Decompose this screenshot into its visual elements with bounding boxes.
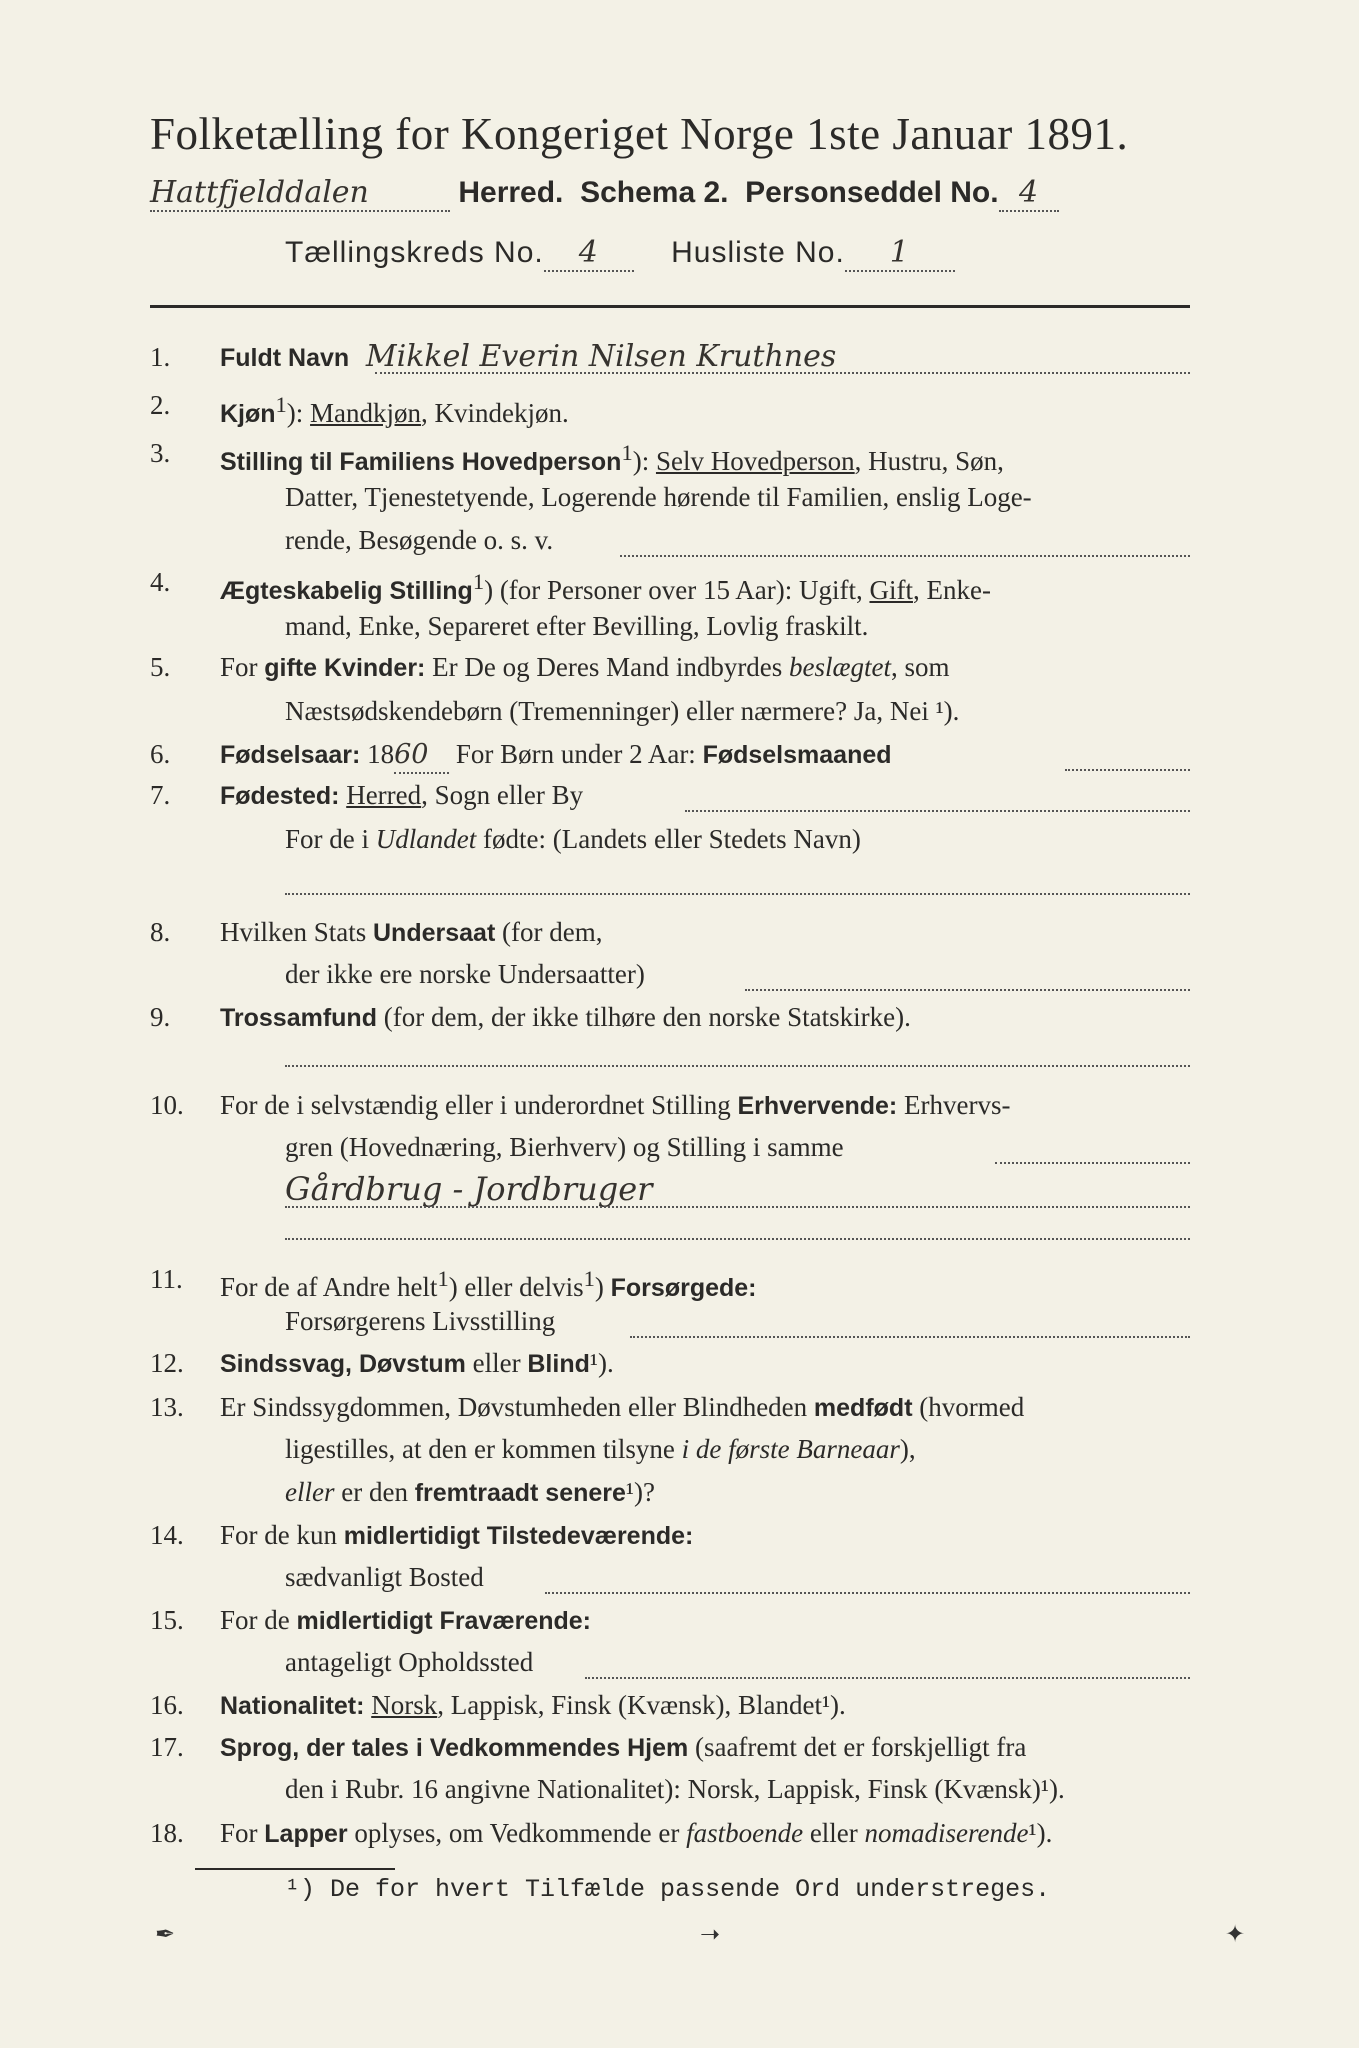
item-label: Kjøn: [220, 400, 276, 428]
item-label: Erhvervende:: [737, 1092, 898, 1120]
item-text: er den: [334, 1477, 415, 1507]
item-number: 12.: [150, 1348, 184, 1378]
item-text: ): [594, 1272, 611, 1302]
item-number: 7.: [150, 780, 171, 810]
item-number: 10.: [150, 1090, 184, 1120]
item-label: Ægteskabelig Stilling: [220, 577, 473, 605]
item-label: midlertidigt Fraværende:: [296, 1607, 591, 1635]
item-text: ),: [899, 1434, 916, 1464]
item-number: 3.: [150, 438, 171, 468]
footnote-ref: 1: [275, 392, 287, 417]
item-text: (for dem,: [495, 917, 603, 947]
herred-handwritten: Hattfjelddalen: [150, 175, 450, 212]
item-text: ):: [286, 398, 311, 428]
item-text: fastboende: [686, 1818, 804, 1848]
selected-option: Norsk: [371, 1690, 438, 1720]
item-number: 16.: [150, 1690, 184, 1720]
item-label: Fuldt Navn: [220, 344, 350, 372]
item-text: , Sogn eller By: [421, 780, 584, 810]
item-label: Fødselsmaaned: [702, 741, 892, 769]
footnote-rule: [195, 1868, 395, 1870]
item-label: Lapper: [264, 1820, 348, 1848]
item-text: ¹).: [1028, 1818, 1053, 1848]
item-label: Nationalitet:: [220, 1692, 365, 1720]
item-number: 13.: [150, 1392, 184, 1422]
item-number: 1.: [150, 342, 171, 372]
item-number: 2.: [150, 390, 171, 420]
item-number: 15.: [150, 1605, 184, 1635]
footnote-ref: 1: [621, 440, 633, 465]
item-text: ) eller delvis: [448, 1272, 584, 1302]
personseddel-label: Personseddel No.: [745, 176, 999, 209]
item-label: Blind: [527, 1350, 590, 1378]
item-text: For de af Andre helt: [220, 1272, 438, 1302]
footnote-ref: 1: [583, 1266, 595, 1291]
item-text: For de kun: [220, 1520, 344, 1550]
item-text: Hvilken Stats: [220, 917, 373, 947]
item-label: Stilling til Familiens Hovedperson: [220, 448, 622, 476]
item-text: eller: [803, 1818, 865, 1848]
husliste-label: Husliste No.: [671, 236, 845, 269]
blank-line: [285, 1065, 1190, 1067]
item-text: rende, Besøgende o. s. v.: [285, 525, 554, 555]
item-text: (hvormed: [912, 1392, 1025, 1422]
page-mark-right: ✦: [1225, 1922, 1246, 1948]
item-text: For de: [220, 1605, 297, 1635]
item-number: 18.: [150, 1818, 184, 1848]
item-label: Fødselsaar:: [220, 741, 361, 769]
item-text: antageligt Opholdssted: [285, 1647, 534, 1677]
item-label: midlertidigt Tilstedeværende:: [343, 1522, 694, 1550]
item-number: 11.: [150, 1264, 183, 1294]
footnote-ref: 1: [437, 1266, 449, 1291]
item-text: , Kvindekjøn.: [421, 398, 569, 428]
item-text: , Hustru, Søn,: [854, 446, 1004, 476]
herred-label: Herred.: [458, 176, 564, 209]
taellingskreds-line: [285, 235, 955, 272]
item-text: eller: [465, 1348, 528, 1378]
item-number: 8.: [150, 917, 171, 947]
schema-label: Schema 2.: [580, 176, 729, 209]
item-label: medfødt: [813, 1394, 913, 1422]
item-text: ):: [632, 446, 656, 476]
item-label: Trossamfund: [220, 1004, 377, 1032]
footnote-ref: 1: [472, 569, 485, 594]
taellingskreds-label: Tællingskreds No.: [285, 236, 544, 269]
item-text: i de første Barneaar: [681, 1434, 900, 1464]
item-text: For: [220, 1818, 265, 1848]
herred-line: [150, 175, 1059, 212]
item-text: Forsørgerens Livsstilling: [285, 1306, 556, 1336]
page-mark-center: ➝: [700, 1922, 721, 1948]
item-text: oplyses, om Vedkommende er: [347, 1818, 687, 1848]
item-text: Næstsødskendebørn (Tremenninger) eller nærmere? Ja, Nei ¹).: [285, 696, 960, 726]
item-text: 18: [360, 739, 395, 769]
item-label: Undersaat: [373, 919, 496, 947]
item-text: For: [220, 652, 265, 682]
item-text: eller: [285, 1477, 335, 1507]
item-text: ligestilles, at den er kommen tilsyne: [285, 1434, 682, 1464]
item-text: (saafremt det er forskjelligt fra: [688, 1732, 1027, 1762]
item-label: Forsørgede:: [610, 1274, 757, 1302]
item-number: 5.: [150, 652, 171, 682]
item-text: Er De og Deres Mand indbyrdes: [425, 652, 790, 682]
item-text: For de i selvstændig eller i underordnet Stilling: [220, 1090, 738, 1120]
item-text: mand, Enke, Separeret efter Bevilling, Lovlig fraskilt.: [285, 611, 869, 641]
item-text: der ikke ere norske Undersaatter): [285, 959, 645, 989]
selected-option: Gift: [869, 575, 913, 605]
blank-line: [285, 1238, 1190, 1240]
personseddel-number: 4: [999, 175, 1059, 212]
item-text: ) (for Personer over 15 Aar): Ugift,: [484, 575, 870, 605]
item-text: fødte: (Landets eller Stedets Navn): [476, 824, 861, 854]
item-number: 6.: [150, 739, 171, 769]
item-text: For Børn under 2 Aar:: [449, 739, 703, 769]
selected-option: Herred: [346, 780, 422, 810]
item-text: ¹)?: [625, 1477, 655, 1507]
item-text: gren (Hovednæring, Bierhverv) og Stilling i samme: [285, 1132, 844, 1162]
item-text: (for dem, der ikke tilhøre den norske Statskirke).: [376, 1002, 911, 1032]
occupation-handwritten: Gårdbrug - Jordbruger: [285, 1170, 653, 1208]
page-mark-left: ✒: [155, 1922, 176, 1948]
item-text: Udlandet: [375, 824, 477, 854]
header-rule: [150, 305, 1190, 308]
birth-year-handwritten: 60: [394, 738, 449, 774]
blank-line: [285, 893, 1190, 895]
item-text: Erhvervs-: [897, 1090, 1011, 1120]
full-name-handwritten: Mikkel Everin Nilsen Kruthnes: [365, 339, 837, 374]
item-label: Sprog, der tales i Vedkommendes Hjem: [220, 1734, 689, 1762]
husliste-number: 1: [845, 235, 955, 272]
item-text: nomadiserende: [864, 1818, 1029, 1848]
taellingskreds-number: 4: [544, 235, 634, 272]
item-text: Datter, Tjenestetyende, Logerende hørende til Familien, enslig Loge-: [285, 482, 1032, 512]
footnote: ¹) De for hvert Tilfælde passende Ord understreges.: [285, 1875, 1051, 1904]
item-label: Sindssvag, Døvstum: [220, 1350, 466, 1378]
item-text: sædvanligt Bosted: [285, 1562, 484, 1592]
item-text: , Enke-: [912, 575, 991, 605]
item-text: den i Rubr. 16 angivne Nationalitet): Norsk, Lappisk, Finsk (Kvænsk)¹).: [285, 1774, 1065, 1804]
item-label: fremtraadt senere: [414, 1479, 626, 1507]
item-number: 14.: [150, 1520, 184, 1550]
item-text: , Lappisk, Finsk (Kvænsk), Blandet¹).: [437, 1690, 846, 1720]
item-text: ¹).: [589, 1348, 614, 1378]
item-number: 4.: [150, 567, 171, 597]
form-title: Folketælling for Kongeriget Norge 1ste Januar 1891.: [150, 109, 1129, 159]
selected-option: Mandkjøn: [310, 398, 422, 428]
item-label: Fødested:: [220, 782, 340, 810]
selected-option: Selv Hovedperson: [655, 446, 855, 476]
item-text: For de i: [285, 824, 376, 854]
item-label: gifte Kvinder:: [264, 654, 426, 682]
item-text: Er Sindssygdommen, Døvstumheden eller Blindheden: [220, 1392, 814, 1422]
item-number: 9.: [150, 1002, 171, 1032]
item-number: 17.: [150, 1732, 184, 1762]
item-text: beslægtet: [789, 652, 892, 682]
item-text: , som: [891, 652, 950, 682]
